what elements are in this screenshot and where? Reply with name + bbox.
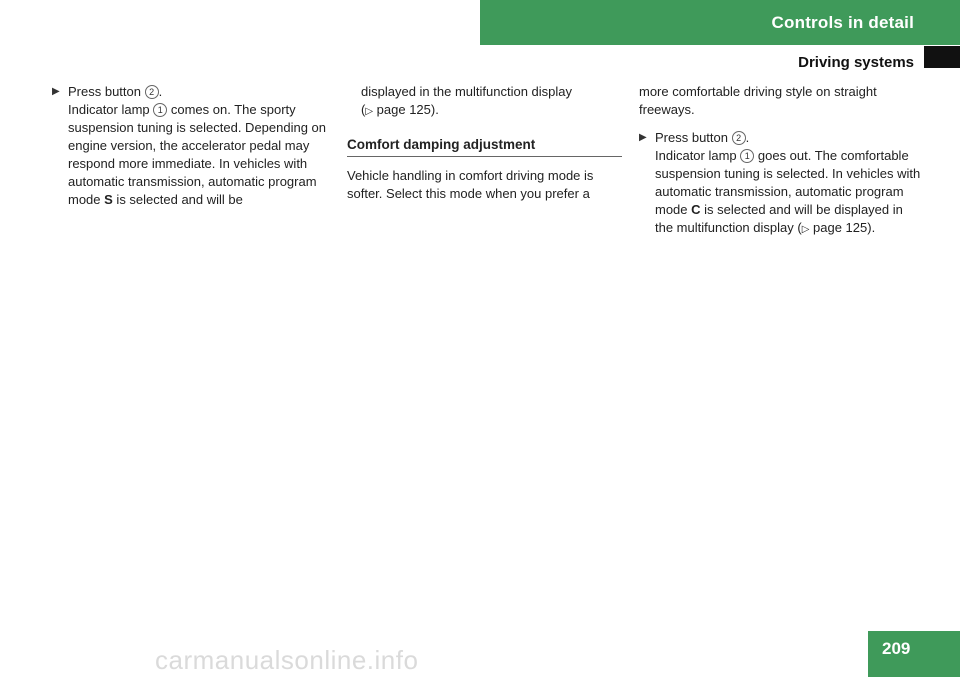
page-number: 209	[882, 639, 911, 658]
indicator-callout: 1	[153, 103, 167, 117]
instruction-step: ▶ Press button 2 . Indicator lamp 1 comes on. The sporty suspension tuning is selected. Depending on engine version, the accelerator pedal may respond more immediate. In vehicles with automatic transmission, automatic program mode S is selected and will be	[52, 84, 327, 207]
watermark: carmanualsonline.info	[155, 645, 419, 675]
section-heading: Comfort damping adjustment	[347, 136, 622, 157]
indicator-callout: 1	[740, 149, 754, 163]
step-arrow-icon: ▶	[639, 132, 647, 143]
program-mode: S	[104, 192, 113, 207]
program-mode: C	[691, 202, 701, 217]
chapter-title: Controls in detail	[771, 13, 914, 32]
button-callout: 2	[732, 131, 746, 145]
section-title: Driving systems	[798, 54, 914, 71]
page-ref-arrow-icon: ▷	[801, 224, 810, 235]
continued-text: more comfortable driving style on straight freeways.	[639, 84, 877, 117]
instruction-step: ▶ Press button 2 . Indicator lamp 1 goes out. The comfortable suspension tuning is selected. In vehicles with automatic transmission, automatic program mode C is selected and will be displayed in the multifunction display (▷ page 125).	[639, 130, 921, 235]
column-2	[347, 83, 622, 203]
section-tab-marker	[924, 46, 960, 68]
step-arrow-icon: ▶	[52, 86, 60, 97]
button-callout: 2	[145, 85, 159, 99]
page-reference-link[interactable]: page 125).	[813, 220, 876, 235]
page-number-box	[868, 631, 960, 677]
body-paragraph: Vehicle handling in comfort driving mode is softer. Select this mode when you prefer a	[347, 168, 594, 201]
page-ref-arrow-icon: ▷	[365, 106, 374, 117]
page-reference-link[interactable]: page 125).	[376, 102, 439, 117]
column-1	[52, 83, 332, 209]
continued-text: displayed in the multifunction display (▷ page 125).	[361, 84, 573, 117]
column-3	[639, 83, 924, 239]
